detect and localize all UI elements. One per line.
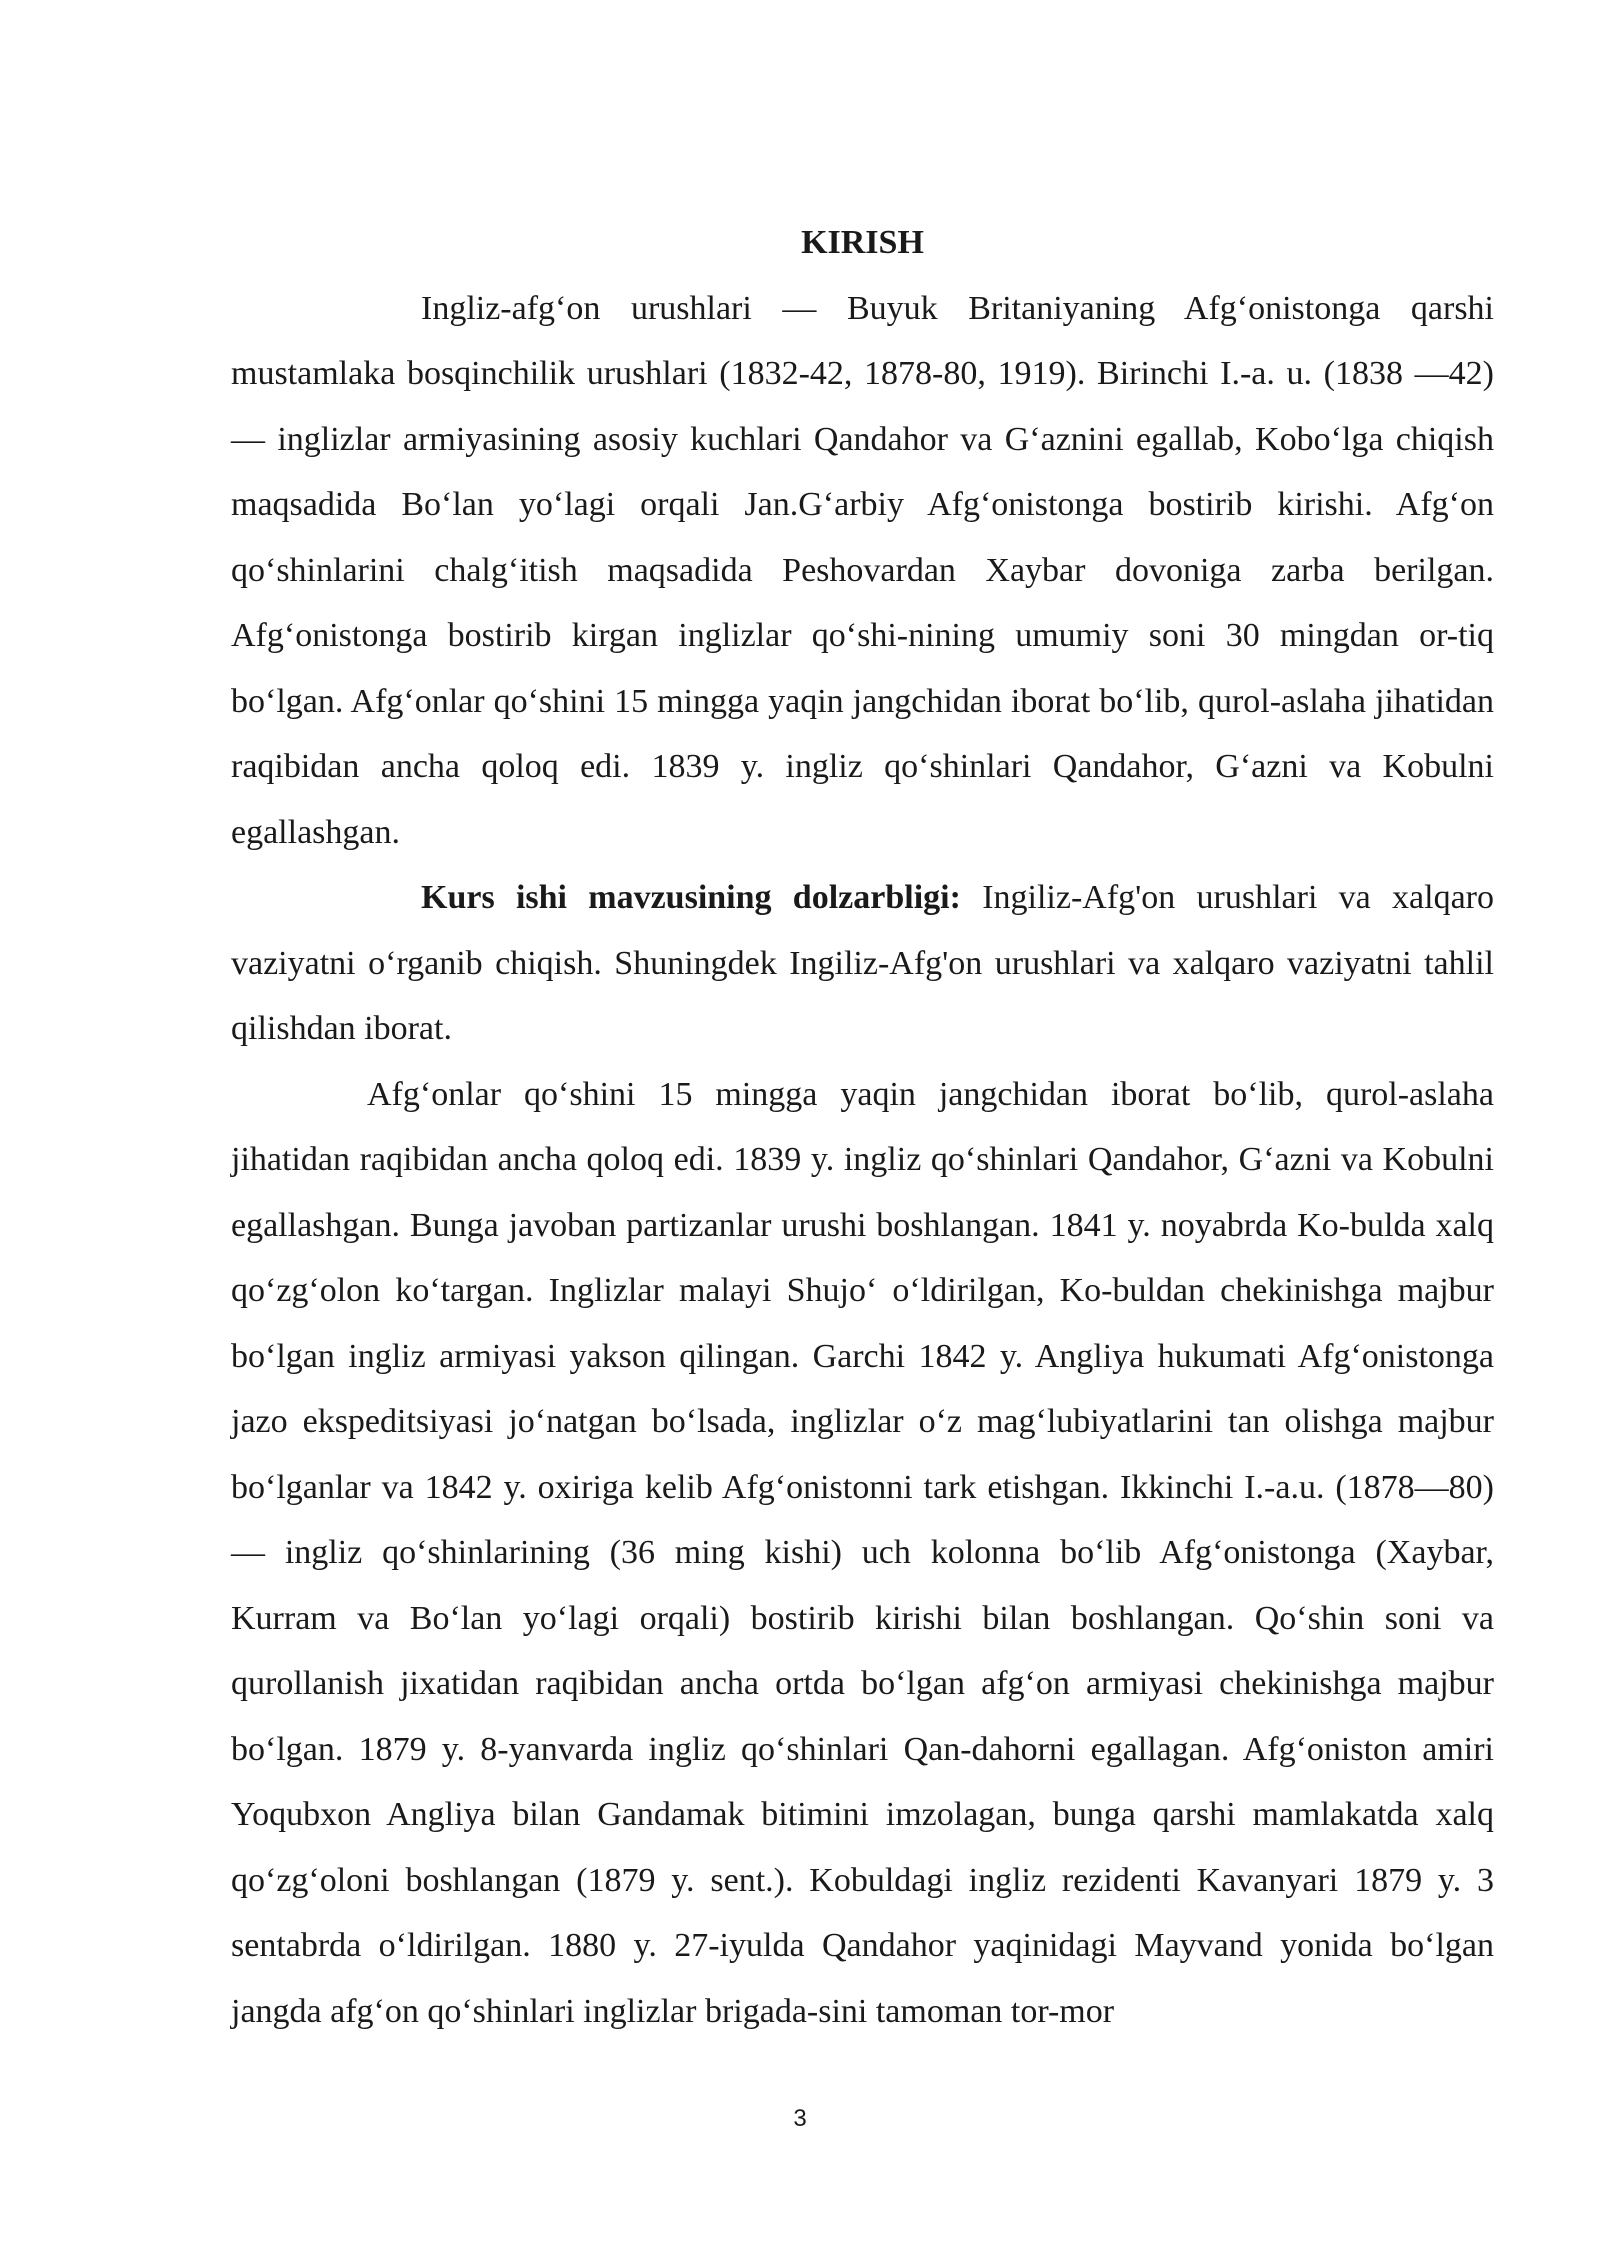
relevance-paragraph [231, 865, 1494, 1062]
intro-paragraph: Ingliz-afg‘on urushlari — Buyuk Britaniyaning Afg‘onistonga qarshi mustamlaka bosqinchilik urushlari (1832-42, 1878-80, 1919). Birinchi I.-a. u. (1838 —42) — inglizlar armiyasining asosiy kuchlari Qandahor va G‘aznini egallab, Kobo‘lga chiqish maqsadida Bo‘lan yo‘lagi orqali Jan.G‘arbiy Afg‘onistonga bostirib kirishi. Afg‘on qo‘shinlarini chalg‘itish maqsadida Peshovardan Xaybar dovoniga zarba berilgan. Afg‘onistonga bostirib kirgan inglizlar qo‘shi-nining umumiy soni 30 mingdan or-tiq bo‘lgan. Afg‘onlar qo‘shini 15 mingga yaqin jangchidan iborat bo‘lib, qurol-aslaha jihatidan raqibidan ancha qoloq edi. 1839 y. ingliz qo‘shinlari Qandahor, G‘azni va Kobulni egallashgan. [231, 289, 1494, 851]
document-title: KIRISH [801, 224, 924, 261]
page-number: 3 [793, 2105, 807, 2132]
document-page [231, 210, 1494, 2044]
relevance-heading: Kurs ishi mavzusining dolzarbligi: [421, 879, 961, 916]
relevance-text: Ingiliz-Afg'on urushlari va xalqaro vaziyatni o‘rganib chiqish. Shuningdek Ingiliz-Afg'on urushlari va xalqaro vaziyatni tahlil qilishdan iborat. [231, 879, 1494, 1047]
history-paragraph: Afg‘onlar qo‘shini 15 mingga yaqin jangchidan iborat bo‘lib, qurol-aslaha jihatidan raqibidan ancha qoloq edi. 1839 y. ingliz qo‘shinlari Qandahor, G‘azni va Kobulni egallashgan. Bunga javoban partizanlar urushi boshlangan. 1841 y. noyabrda Ko-bulda xalq qo‘zg‘olon ko‘targan. Inglizlar malayi Shujo‘ o‘ldirilgan, Ko-buldan chekinishga majbur bo‘lgan ingliz armiyasi yakson qilingan. Garchi 1842 y. Angliya hukumati Afg‘onistonga jazo ekspeditsiyasi jo‘natgan bo‘lsada, inglizlar o‘z mag‘lubiyatlarini tan olishga majbur bo‘lganlar va 1842 y. oxiriga kelib Afg‘onistonni tark etishgan. Ikkinchi I.-a.u. (1878—80) — ingliz qo‘shinlarining (36 ming kishi) uch kolonna bo‘lib Afg‘onistonga (Xaybar, Kurram va Bo‘lan yo‘lagi orqali) bostirib kirishi bilan boshlangan. Qo‘shin soni va qurollanish jixatidan raqibidan ancha ortda bo‘lgan afg‘on armiyasi chekinishga majbur bo‘lgan. 1879 y. 8-yanvarda ingliz qo‘shinlari Qan-dahorni egallagan. Afg‘oniston amiri Yoqubxon Angliya bilan Gandamak bitimini imzolagan, bunga qarshi mamlakatda xalq qo‘zg‘oloni boshlangan (1879 y. sent.). Kobuldagi ingliz rezidenti Kavanyari 1879 y. 3 sentabrda o‘ldirilgan. 1880 y. 27-iyulda Qandahor yaqinidagi Mayvand yonida bo‘lgan jangda afg‘on qo‘shinlari inglizlar brigada-sini tamoman tor-mor [231, 1075, 1494, 2030]
